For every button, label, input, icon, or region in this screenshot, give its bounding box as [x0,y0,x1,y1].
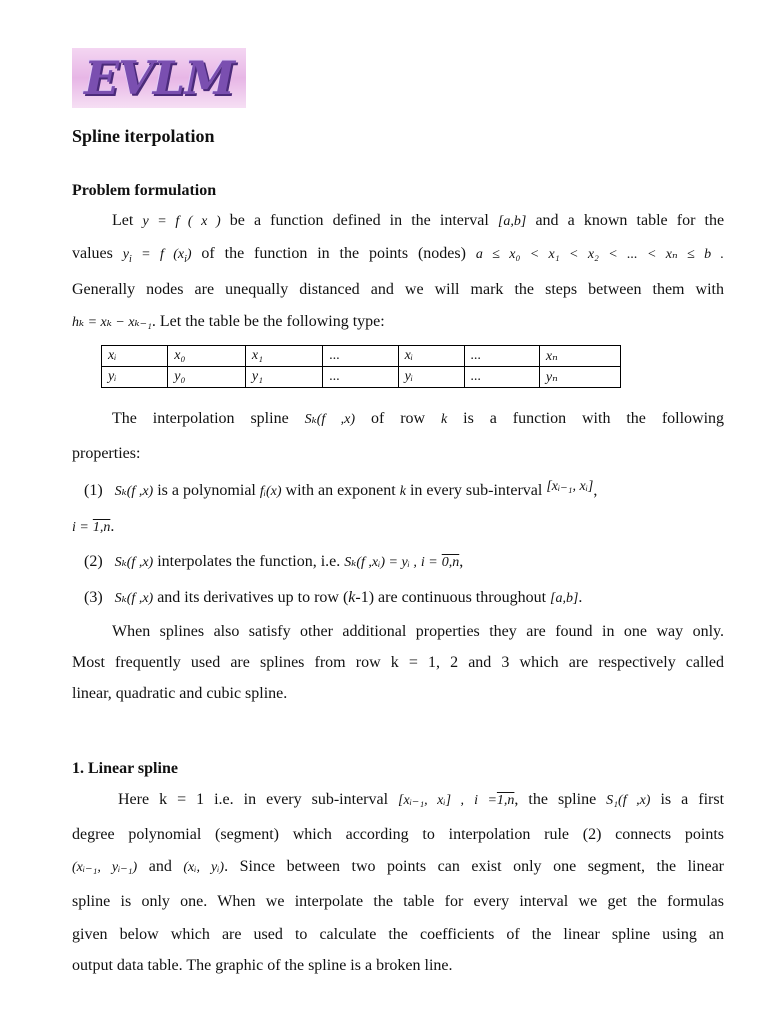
table-cell: yᵢ [102,367,168,388]
paragraph-line: Let y = f ( x ) be a function defined in the interval [a,b] and a known table for the [112,212,725,229]
table-cell: xᵢ [398,346,464,367]
property-item-1: (1) Sₖ(f ,x) is a polynomial fᵢ(x) with an exponent k in every sub-interval [xᵢ₋₁, xᵢ], [84,479,598,499]
paragraph-line: hₖ = xₖ − xₖ₋₁. Let the table be the following type: [72,313,385,330]
table-cell: y₀ [168,367,246,388]
section-heading-linear-spline: 1. Linear spline [72,760,178,777]
paragraph-line: output data table. The graphic of the spline is a broken line. [72,957,453,974]
table-cell: ... [323,367,398,388]
table-cell: yᵢ [398,367,464,388]
paragraph-line: The interpolation spline Sₖ(f ,x) of row k is a function with the following [112,410,725,427]
paragraph-line: properties: [72,445,141,462]
property-item-1-cont: i = 1,n. [72,518,115,535]
section-heading-problem: Problem formulation [72,182,217,199]
paragraph-line: degree polynomial (segment) which according to interpolation rule (2) connects points [72,826,724,843]
paragraph-line: values $y_i = f$ $(x_i)$ of the function in the points (nodes) a ≤ x₀ < x₁ < x₂ < ... < xₙ ≤ b . [72,245,724,265]
table-row [102,346,621,367]
table-cell: x₁ [245,346,323,367]
paragraph-line: Most frequently used are splines from row k = 1, 2 and 3 which are respectively called [72,654,724,671]
table-row [102,367,621,388]
table-cell: ... [464,367,539,388]
paragraph-line: When splines also satisfy other additional properties they are found in one way only. [112,623,724,640]
paragraph-line: Generally nodes are unequally distanced and we will mark the steps between them with [72,281,724,298]
table-cell: xₙ [539,346,620,367]
evlm-logo [72,48,246,108]
table-cell: xᵢ [102,346,168,367]
logo-text: EVLM [83,51,234,105]
paragraph-line: (xᵢ₋₁, yᵢ₋₁) and (xᵢ, yᵢ). Since between two points can exist only one segment, the linear [72,858,725,875]
page-title: Spline iterpolation [72,126,215,146]
paragraph-line: linear, quadratic and cubic spline. [72,685,288,702]
table-cell: ... [323,346,398,367]
values-table [101,345,621,388]
table-cell: y₁ [245,367,323,388]
property-item-2: (2) Sₖ(f ,x) interpolates the function, i.e. Sₖ(f ,xᵢ) = yᵢ , i = 0,n, [84,553,464,570]
table-cell: yₙ [539,367,620,388]
property-item-3: (3) Sₖ(f ,x) and its derivatives up to row (k-1) are continuous throughout [a,b]. [84,589,583,606]
paragraph-line: given below which are used to calculate the coefficients of the linear spline using an [72,926,724,943]
table-cell: x₀ [168,346,246,367]
paragraph-line: Here k = 1 i.e. in every sub-interval [xᵢ₋₁, xᵢ] , i =1,n, the spline S₁(f ,x) is a first [118,791,725,808]
paragraph-line: spline is only one. When we interpolate the table for every interval we get the formulas [72,893,724,910]
table-cell: ... [464,346,539,367]
